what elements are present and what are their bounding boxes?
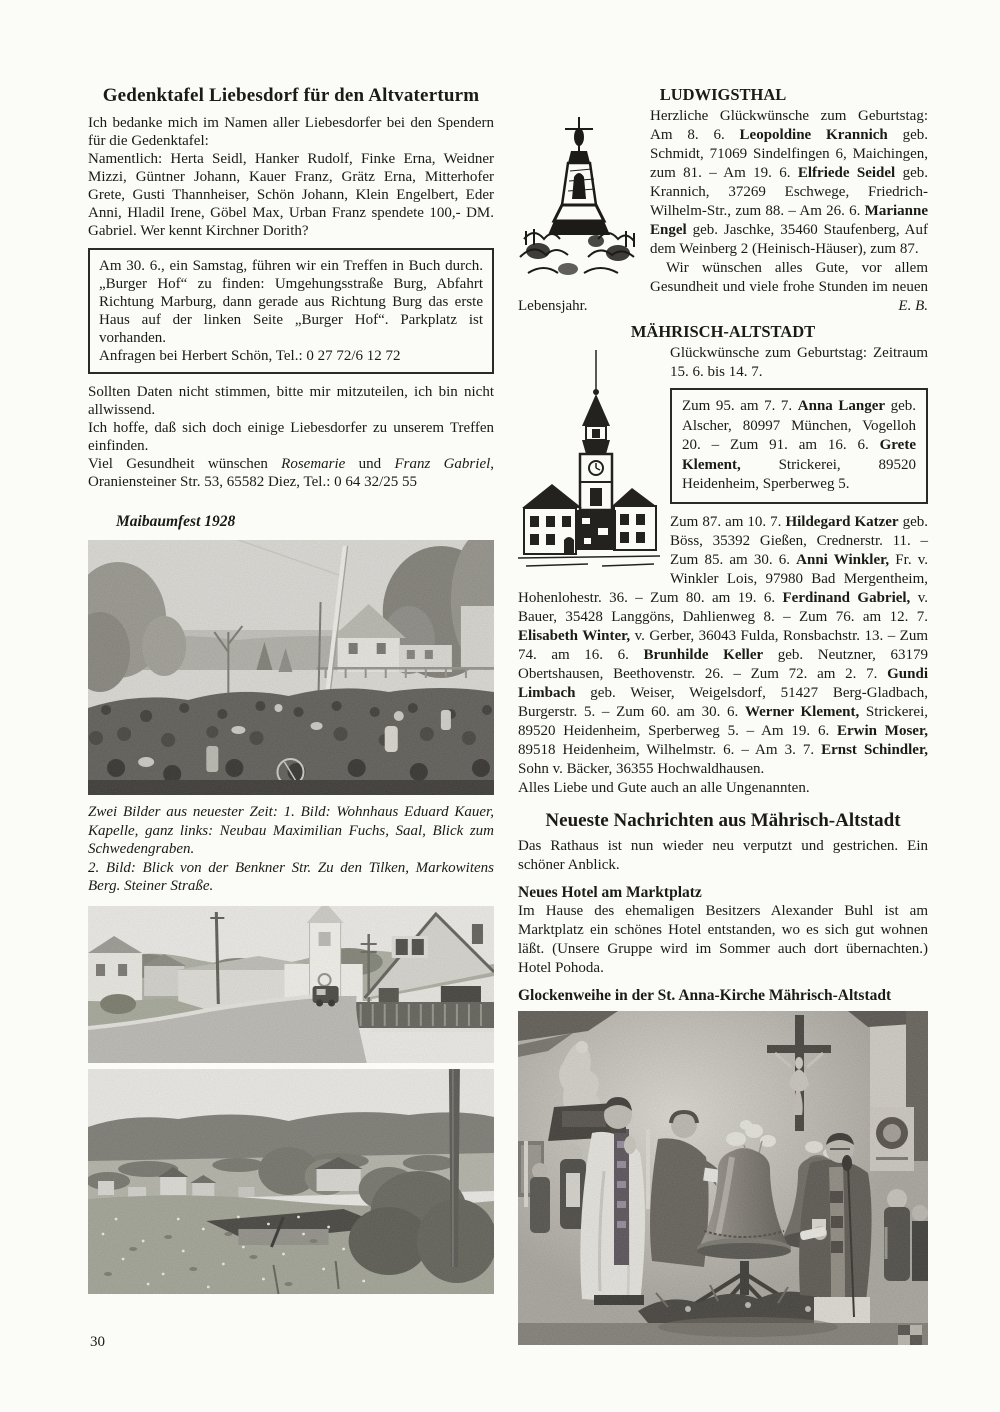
note-paragraph: Ich hoffe, daß sich doch einige Liebesdorfer zu unserem Treffen einfinden.	[88, 420, 494, 454]
left-column	[88, 85, 494, 1294]
right-column	[518, 85, 928, 1345]
page-number: 30	[90, 1334, 105, 1350]
news-paragraph-rathaus: Das Rathaus ist nun wieder neu verputzt und gestrichen. Ein schöner Anblick.	[518, 837, 928, 873]
donor-list-paragraph: Namentlich: Herta Seidl, Hanker Rudolf, Finke Erna, Weidner Mizzi, Güntner Johann, Kauer Franz, Grätz Erna, Mitterhofer Grete, Gusti Thannheiser, Schön Johann, Klein Engelbert, Eder Anni, Hladil Irene, Göbel Max, Urban Franz spendete 100,- DM. Gabriel. Wer kennt Kirchner Dorith?	[88, 151, 494, 239]
ludwigsthal-monument-drawing	[518, 111, 640, 289]
photos-caption	[88, 803, 494, 896]
photos-caption-line1: Zwei Bilder aus neuester Zeit: 1. Bild: Wohnhaus Eduard Kauer, Kapelle, ganz links: Neubau Maximilian Fuchs, Saal, Blick zum Schwedengraben.	[88, 804, 494, 857]
intro-paragraph: Ich bedanke mich im Namen aller Liebesdorfer bei den Spendern für die Gedenktafel:	[88, 115, 494, 149]
article-title: Gedenktafel Liebesdorf für den Altvaterturm	[102, 85, 480, 106]
ludwigsthal-section	[518, 85, 928, 316]
photo-caption-maibaumfest: Maibaumfest 1928	[116, 513, 236, 530]
meeting-notice-box	[88, 248, 494, 374]
maehrisch-heading: MÄHRISCH-ALTSTADT	[630, 322, 816, 341]
maehrisch-altstadt-section	[518, 322, 928, 798]
maibaumfest-1928-photo	[88, 540, 494, 795]
photos-caption-line2: 2. Bild: Blick von der Benkner Str. Zu den Tilken, Markowitens Berg. Steiner Straße.	[88, 859, 494, 894]
maehrisch-birthdays: Zum 87. am 10. 7. Hildegard Katzer geb. Böss, 35392 Gießen, Crednerstr. 11. – Zum 85. am 30. 6. Anni Winkler, Fr. v. Winkler Lois, 97980 Bad Mergentheim, Hohenlohestr. 36. – Zum 80. am 19. 6. Ferdinand Gabriel, v. Bauer, 35428 Langgöns, Dahlienweg 8. – Zum 76. am 12. 7. Elisabeth Winter, v. Gerber, 36043 Fulda, Ronsbachstr. 13. – Zum 74. am 16. 6. Brunhilde Keller geb. Neutzner, 63179 Obertshausen, Beethovenstr. 26. – Zum 72. am 2. 7. Gundi Limbach geb. Weiser, Weigelsdorf, 51427 Berg-Gladbach, Burgerstr. 5. – Zum 60. am 30. 6. Werner Klement, Strickerei, 89520 Heidenheim, Sperberweg 5. – Am 19. 6. Erwin Moser, 89518 Heidenheim, Wilhelmstr. 6. – Am 3. 7. Ernst Schindler, Sohn v. Bäcker, 36355 Hochwaldhausen.	[518, 513, 929, 777]
crowd-maypole-scene	[88, 540, 494, 795]
ludwigsthal-wishes: Wir wünschen alles Gute, vor allem Gesundheit und viele frohe Stunden im neuen Lebensjahr. E. B.	[518, 260, 928, 314]
news-subheading-glockenweihe: Glockenweihe in der St. Anna-Kirche Mährisch-Altstadt	[518, 986, 892, 1004]
maehrisch-altstadt-church-drawing	[518, 348, 660, 576]
birthday-box	[670, 388, 928, 504]
news-heading: Neueste Nachrichten aus Mährisch-Altstadt	[545, 809, 901, 831]
bell-consecration-scene	[518, 1011, 928, 1345]
note-paragraph: Sollten Daten nicht stimmen, bitte mir mitzuteilen, ich bin nicht allwissend.	[88, 384, 494, 418]
news-section	[518, 810, 928, 1005]
glockenweihe-photo	[518, 1011, 928, 1345]
village-street-photo	[88, 906, 494, 1063]
ludwigsthal-birthdays: Herzliche Glückwünsche zum Geburtstag: Am 8. 6. Leopoldine Krannich geb. Schmidt, 71069 Sindelfingen 6, Maichingen, zum 81. – Am 19. 6. Elfriede Seidel geb. Krannich, 37269 Eschwege, Friedrich-Wilhelm-Str., zum 88. – Am 26. 6. Marianne Engel geb. Jaschke, 35460 Staufenberg, Auf dem Weinberg 2 (Heinisch-Häuser), zum 87.	[650, 108, 928, 257]
meeting-notice-text: Am 30. 6., ein Samstag, führen wir ein Treffen in Buch durch. „Burger Hof“ zu finden: Umgehungsstraße Burg, Abfahrt Richtung Marburg, dann gerade aus Richtung Burg das erste Haus auf der linken Seite „Burger Hof“. Parkplatz ist vorhanden.	[99, 258, 483, 346]
news-subheading-hotel: Neues Hotel am Marktplatz	[518, 883, 702, 901]
greeting-paragraph: Viel Gesundheit wünschen Rosemarie und Franz Gabriel, Oraniensteiner Str. 53, 65582 Diez, Tel.: 0 64 32/25 55	[88, 456, 495, 490]
valley-scene	[88, 1069, 494, 1294]
birthday-box-text: Zum 95. am 7. 7. Anna Langer geb. Alscher, 80997 München, Vogelloh 20. – Zum 91. am 16. 6. Grete Klement, Strickerei, 89520 Heidenheim, Sperberweg 5.	[682, 398, 916, 492]
news-paragraph-hotel: Im Hause des ehemaligen Besitzers Alexander Buhl ist am Marktplatz ein schönes Hotel entstanden, wo es sich gut wohnen läßt. (Unsere Gruppe wird im Sommer auch dort übernachten.) Hotel Pohoda.	[518, 902, 928, 976]
ludwigsthal-heading: LUDWIGSTHAL	[659, 85, 787, 104]
street-chapel-scene	[88, 906, 494, 1063]
meeting-contact-text: Anfragen bei Herbert Schön, Tel.: 0 27 72/6 12 72	[99, 348, 401, 364]
maehrisch-intro: Glückwünsche zum Geburtstag: Zeitraum 15. 6. bis 14. 7.	[670, 345, 928, 380]
maehrisch-closing: Alles Liebe und Gute auch an alle Ungenannten.	[518, 779, 810, 796]
valley-view-photo	[88, 1069, 494, 1294]
